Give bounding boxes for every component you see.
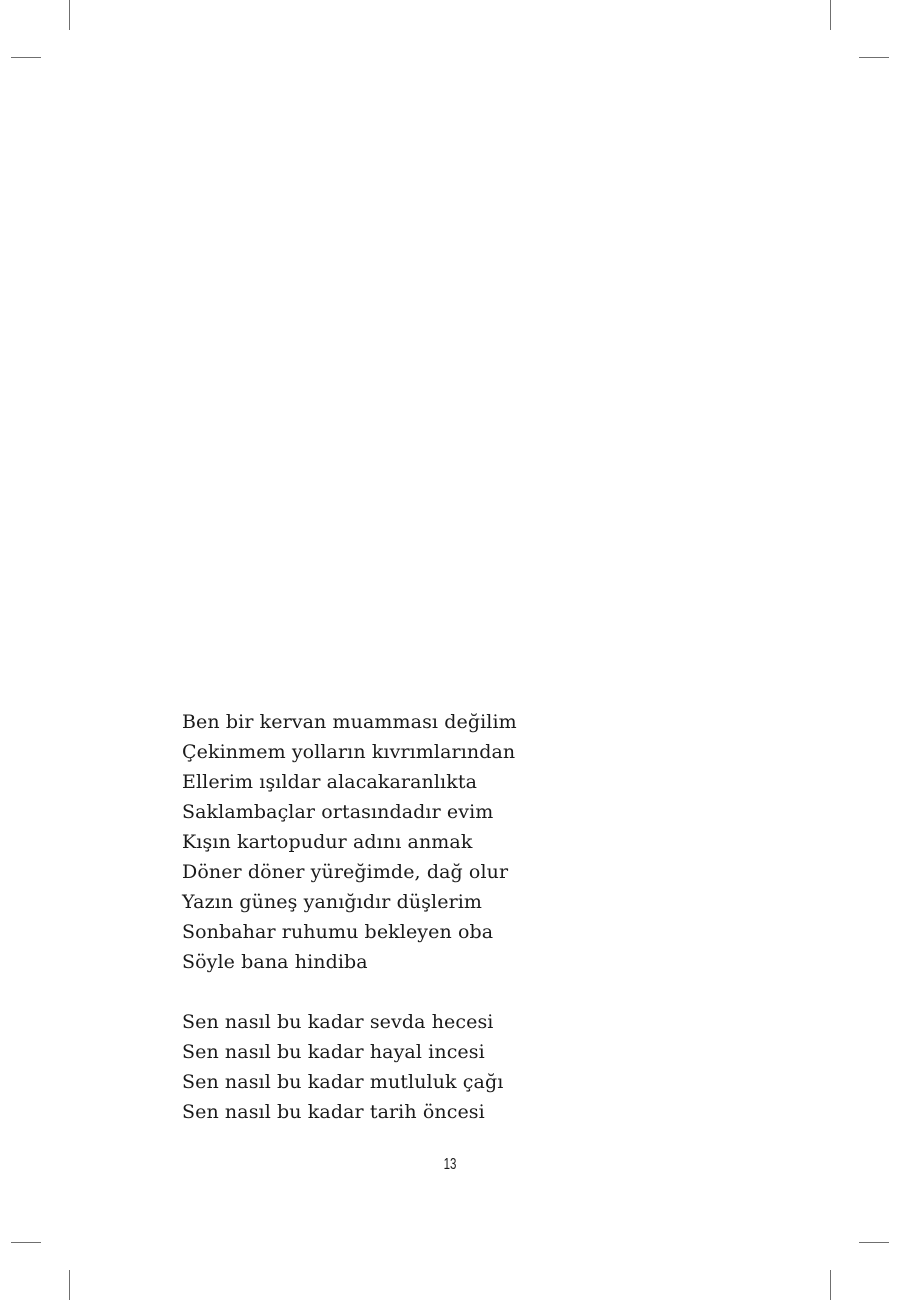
poem-line: Sen nasıl bu kadar tarih öncesi	[182, 1101, 485, 1123]
crop-mark-bottom-left-vertical	[69, 1270, 70, 1300]
crop-mark-bottom-right-horizontal	[859, 1242, 889, 1243]
poem-body	[182, 707, 782, 1127]
poem-line: Çekinmem yolların kıvrımlarından	[182, 741, 516, 763]
poem-line: Döner döner yüreğimde, dağ olur	[182, 861, 509, 883]
poem-line: Kışın kartopudur adını anmak	[182, 831, 473, 853]
page-number: 13	[443, 1156, 457, 1173]
crop-mark-top-right-vertical	[830, 0, 831, 30]
crop-mark-bottom-right-vertical	[830, 1270, 831, 1300]
crop-mark-top-left-vertical	[69, 0, 70, 30]
poem-line: Sen nasıl bu kadar mutluluk çağı	[182, 1071, 504, 1093]
poem-line: Sonbahar ruhumu bekleyen oba	[182, 921, 494, 943]
poem-line: Sen nasıl bu kadar hayal incesi	[182, 1041, 485, 1063]
stanza-2	[182, 1007, 782, 1127]
crop-mark-bottom-left-horizontal	[11, 1242, 41, 1243]
stanza-1	[182, 707, 782, 977]
poem-line: Ben bir kervan muamması değilim	[182, 711, 517, 733]
poem-line: Sen nasıl bu kadar sevda hecesi	[182, 1011, 494, 1033]
crop-mark-top-right-horizontal	[859, 57, 889, 58]
poem-line: Ellerim ışıldar alacakaranlıkta	[182, 771, 477, 793]
poem-line: Yazın güneş yanığıdır düşlerim	[182, 891, 483, 913]
poem-line: Saklambaçlar ortasındadır evim	[182, 801, 494, 823]
poem-line: Söyle bana hindiba	[182, 951, 368, 973]
crop-mark-top-left-horizontal	[11, 57, 41, 58]
